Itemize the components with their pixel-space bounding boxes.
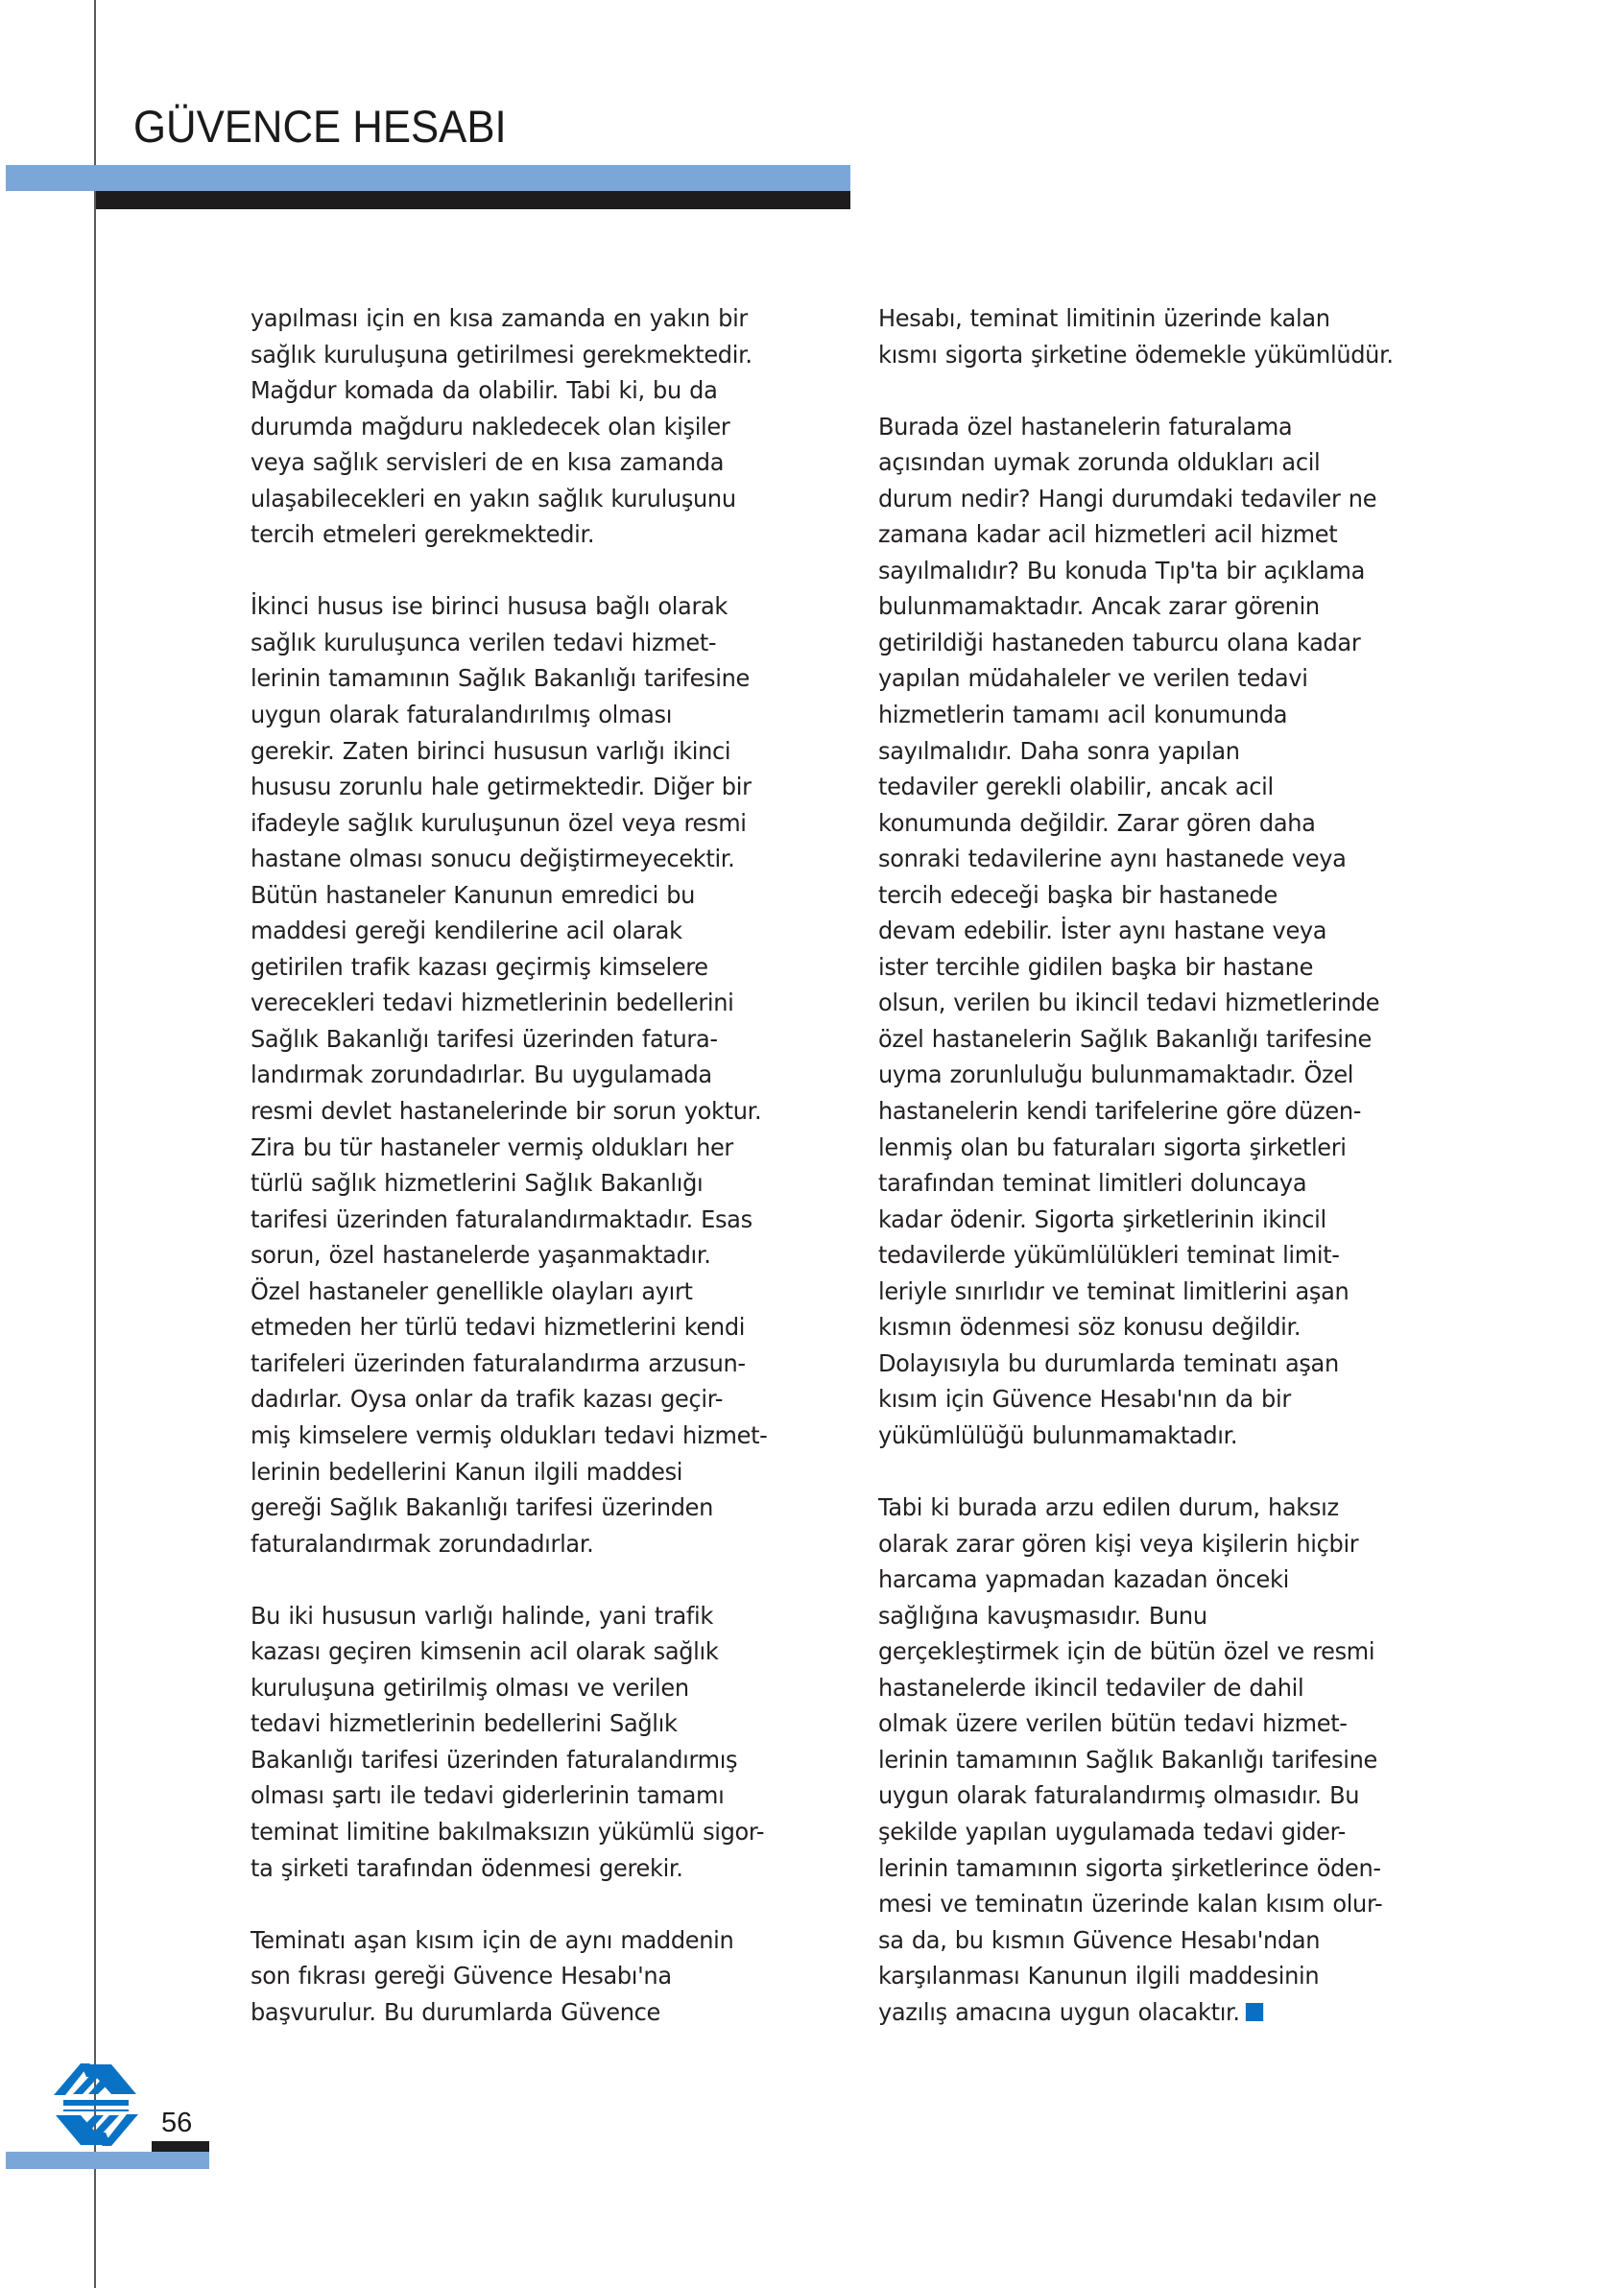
text-line: son fıkrası gereği Güvence Hesabı'na bbox=[251, 1962, 672, 1990]
text-line: tarifeleri üzerinden faturalandırma arzusun- bbox=[251, 1348, 746, 1377]
text-line: kısım için Güvence Hesabı'nın da bir bbox=[878, 1385, 1291, 1414]
text-line: sorun, özel hastanelerde yaşanmaktadır. bbox=[251, 1241, 711, 1270]
text-line: özel hastanelerin Sağlık Bakanlığı tarifesine bbox=[878, 1024, 1372, 1053]
text-line: kısmı sigorta şirketine ödemekle yükümlüdür. bbox=[878, 340, 1394, 369]
text-line: lenmiş olan bu faturaları sigorta şirketleri bbox=[878, 1132, 1347, 1161]
text-line: yapılan müdahaleler ve verilen tedavi bbox=[878, 664, 1308, 693]
margin-rule bbox=[94, 0, 96, 2288]
paragraph-gap bbox=[251, 553, 874, 589]
text-line: kuruluşuna getirilmiş olması ve verilen bbox=[251, 1673, 689, 1702]
text-line: Tabi ki burada arzu edilen durum, haksız bbox=[878, 1493, 1339, 1522]
text-line: veya sağlık servisleri de en kısa zamanda bbox=[251, 448, 725, 477]
text-line: olsun, verilen bu ikincil tedavi hizmetlerinde bbox=[878, 989, 1380, 1017]
header-blue-bar bbox=[6, 165, 850, 191]
text-line: olmak üzere verilen bütün tedavi hizmet- bbox=[878, 1709, 1348, 1738]
guvence-logo-icon bbox=[52, 2062, 140, 2148]
text-line: başvurulur. Bu durumlarda Güvence bbox=[251, 1997, 660, 2026]
text-line: şekilde yapılan uygulamada tedavi gider- bbox=[878, 1817, 1346, 1846]
page-number: 56 bbox=[161, 2108, 193, 2138]
text-line: faturalandırmak zorundadırlar. bbox=[251, 1529, 594, 1558]
text-line: Mağdur komada da olabilir. Tabi ki, bu da bbox=[251, 376, 718, 405]
text-line: tedaviler gerekli olabilir, ancak acil bbox=[878, 773, 1274, 801]
text-line: dadırlar. Oysa onlar da trafik kazası geçir- bbox=[251, 1385, 724, 1414]
text-line: resmi devlet hastanelerinde bir sorun yoktur. bbox=[251, 1097, 762, 1126]
text-line: landırmak zorundadırlar. Bu uygulamada bbox=[251, 1061, 712, 1089]
text-line: bulunmamaktadır. Ancak zarar görenin bbox=[878, 592, 1320, 621]
text-line: hizmetlerin tamamı acil konumunda bbox=[878, 701, 1288, 729]
text-line: verecekleri tedavi hizmetlerinin bedellerini bbox=[251, 989, 734, 1017]
text-line: ta şirketi tarafından ödenmesi gerekir. bbox=[251, 1853, 683, 1882]
text-line: olması şartı ile tedavi giderlerinin tamamı bbox=[251, 1781, 725, 1810]
text-line: türlü sağlık hizmetlerini Sağlık Bakanlığı bbox=[251, 1169, 704, 1198]
text-line: hastanelerde ikincil tedaviler de dahil bbox=[878, 1673, 1304, 1702]
text-line: Zira bu tür hastaneler vermiş oldukları her bbox=[251, 1132, 733, 1161]
text-line: tercih etmeleri gerekmektedir. bbox=[251, 520, 595, 549]
right-column bbox=[878, 300, 1502, 2030]
footer-blue-bar bbox=[6, 2152, 209, 2169]
text-line: Teminatı aşan kısım için de aynı maddenin bbox=[251, 1925, 734, 1954]
text-line: Bakanlığı tarifesi üzerinden faturalandırmış bbox=[251, 1745, 738, 1774]
text-line: uygun olarak faturalandırmış olmasıdır. Bu bbox=[878, 1781, 1360, 1810]
text-line: Burada özel hastanelerin faturalama bbox=[878, 412, 1293, 441]
text-line: ister tercihle gidilen başka bir hastane bbox=[878, 952, 1314, 981]
text-line: Bu iki hususun varlığı halinde, yani trafik bbox=[251, 1601, 713, 1630]
paragraph-gap bbox=[251, 1886, 874, 1922]
text-line: durum nedir? Hangi durumdaki tedaviler ne bbox=[878, 484, 1377, 512]
text-line: kadar ödenir. Sigorta şirketlerinin ikincil bbox=[878, 1204, 1326, 1233]
text-line: uyma zorunluluğu bulunmamaktadır. Özel bbox=[878, 1061, 1354, 1089]
text-line: Sağlık Bakanlığı tarifesi üzerinden fatura- bbox=[251, 1024, 718, 1053]
text-line: lerinin tamamının sigorta şirketlerince öden- bbox=[878, 1853, 1381, 1882]
text-line: lerinin tamamının Sağlık Bakanlığı tarifesine bbox=[878, 1745, 1377, 1774]
text-line: teminat limitine bakılmaksızın yükümlü sigor- bbox=[251, 1817, 765, 1846]
text-line: Dolayısıyla bu durumlarda teminatı aşan bbox=[878, 1348, 1339, 1377]
text-line: harcama yapmadan kazadan önceki bbox=[878, 1565, 1289, 1594]
text-line: tarifesi üzerinden faturalandırmaktadır. Esas bbox=[251, 1204, 752, 1233]
text-line: olarak zarar gören kişi veya kişilerin hiçbir bbox=[878, 1529, 1359, 1558]
text-line: sağlık kuruluşunca verilen tedavi hizmet- bbox=[251, 628, 717, 656]
text-line: devam edebilir. İster aynı hastane veya bbox=[878, 917, 1327, 945]
text-line: yapılması için en kısa zamanda en yakın bir bbox=[251, 304, 748, 332]
text-line: tercih edeceği başka bir hastanede bbox=[878, 880, 1278, 909]
text-line: hastanelerin kendi tarifelerine göre düzen- bbox=[878, 1097, 1362, 1126]
text-line: lerinin tamamının Sağlık Bakanlığı tarifesine bbox=[251, 664, 750, 693]
text-line: gerçekleştirmek için de bütün özel ve resmi bbox=[878, 1637, 1375, 1666]
text-line: uygun olarak faturalandırılmış olması bbox=[251, 701, 673, 729]
text-line: lerinin bedellerini Kanun ilgili maddesi bbox=[251, 1457, 683, 1486]
text-line: sağlık kuruluşuna getirilmesi gerekmektedir. bbox=[251, 340, 752, 369]
text-line: maddesi gereği kendilerine acil olarak bbox=[251, 917, 682, 945]
text-line: sayılmalıdır. Daha sonra yapılan bbox=[878, 736, 1240, 765]
paragraph-gap bbox=[878, 372, 1502, 409]
text-line: sa da, bu kısmın Güvence Hesabı'ndan bbox=[878, 1925, 1321, 1954]
text-line: Bütün hastaneler Kanunun emredici bu bbox=[251, 880, 696, 909]
paragraph-gap bbox=[878, 1454, 1502, 1490]
text-line: tedavi hizmetlerinin bedellerini Sağlık bbox=[251, 1709, 678, 1738]
text-line: İkinci husus ise birinci hususa bağlı olarak bbox=[251, 592, 728, 621]
text-line: ulaşabilecekleri en yakın sağlık kuruluşunu bbox=[251, 484, 736, 512]
text-line: açısından uymak zorunda oldukları acil bbox=[878, 448, 1321, 477]
text-line: karşılanması Kanunun ilgili maddesinin bbox=[878, 1962, 1320, 1990]
text-line: kısmın ödenmesi söz konusu değildir. bbox=[878, 1313, 1302, 1342]
paragraph-gap bbox=[251, 1561, 874, 1598]
text-line: yazılış amacına uygun olacaktır. bbox=[878, 1994, 1478, 2031]
text-line: yükümlülüğü bulunmamaktadır. bbox=[878, 1420, 1238, 1449]
text-line: sonraki tedavilerine aynı hastanede veya bbox=[878, 845, 1347, 873]
text-line: Hesabı, teminat limitinin üzerinde kalan bbox=[878, 304, 1330, 332]
text-line: tedavilerde yükümlülükleri teminat limit- bbox=[878, 1241, 1340, 1270]
text-line: tarafından teminat limitleri doluncaya bbox=[878, 1169, 1307, 1198]
text-line: Özel hastaneler genellikle olayları ayırt bbox=[251, 1276, 693, 1305]
text-line: gereği Sağlık Bakanlığı tarifesi üzerinden bbox=[251, 1493, 714, 1522]
text-line: sayılmalıdır? Bu konuda Tıp'ta bir açıklama bbox=[878, 556, 1365, 584]
text-line: getirilen trafik kazası geçirmiş kimselere bbox=[251, 952, 708, 981]
footer-black-bar bbox=[152, 2141, 209, 2152]
text-line: miş kimselere vermiş oldukları tedavi hizmet- bbox=[251, 1420, 768, 1449]
blue-square-icon bbox=[1245, 2003, 1262, 2021]
header-black-bar bbox=[96, 191, 850, 209]
text-line: hastane olması sonucu değiştirmeyecektir. bbox=[251, 845, 735, 873]
text-line: hususu zorunlu hale getirmektedir. Diğer bir bbox=[251, 773, 752, 801]
text-line: ifadeyle sağlık kuruluşunun özel veya resmi bbox=[251, 808, 747, 837]
text-line: leriyle sınırlıdır ve teminat limitlerini aşan bbox=[878, 1276, 1349, 1305]
page-title: GÜVENCE HESABI bbox=[133, 101, 507, 152]
text-line: etmeden her türlü tedavi hizmetlerini kendi bbox=[251, 1313, 746, 1342]
text-line: kazası geçiren kimsenin acil olarak sağlık bbox=[251, 1637, 719, 1666]
text-line: gerekir. Zaten birinci hususun varlığı ikinci bbox=[251, 736, 731, 765]
left-column bbox=[251, 300, 874, 2030]
text-line: mesi ve teminatın üzerinde kalan kısım olur- bbox=[878, 1890, 1383, 1919]
text-line: sağlığına kavuşmasıdır. Bunu bbox=[878, 1601, 1207, 1630]
text-line: getirildiği hastaneden taburcu olana kadar bbox=[878, 628, 1361, 656]
text-line: konumunda değildir. Zarar gören daha bbox=[878, 808, 1316, 837]
text-line: zamana kadar acil hizmetleri acil hizmet bbox=[878, 520, 1338, 549]
text-line: durumda mağduru nakledecek olan kişiler bbox=[251, 412, 730, 441]
